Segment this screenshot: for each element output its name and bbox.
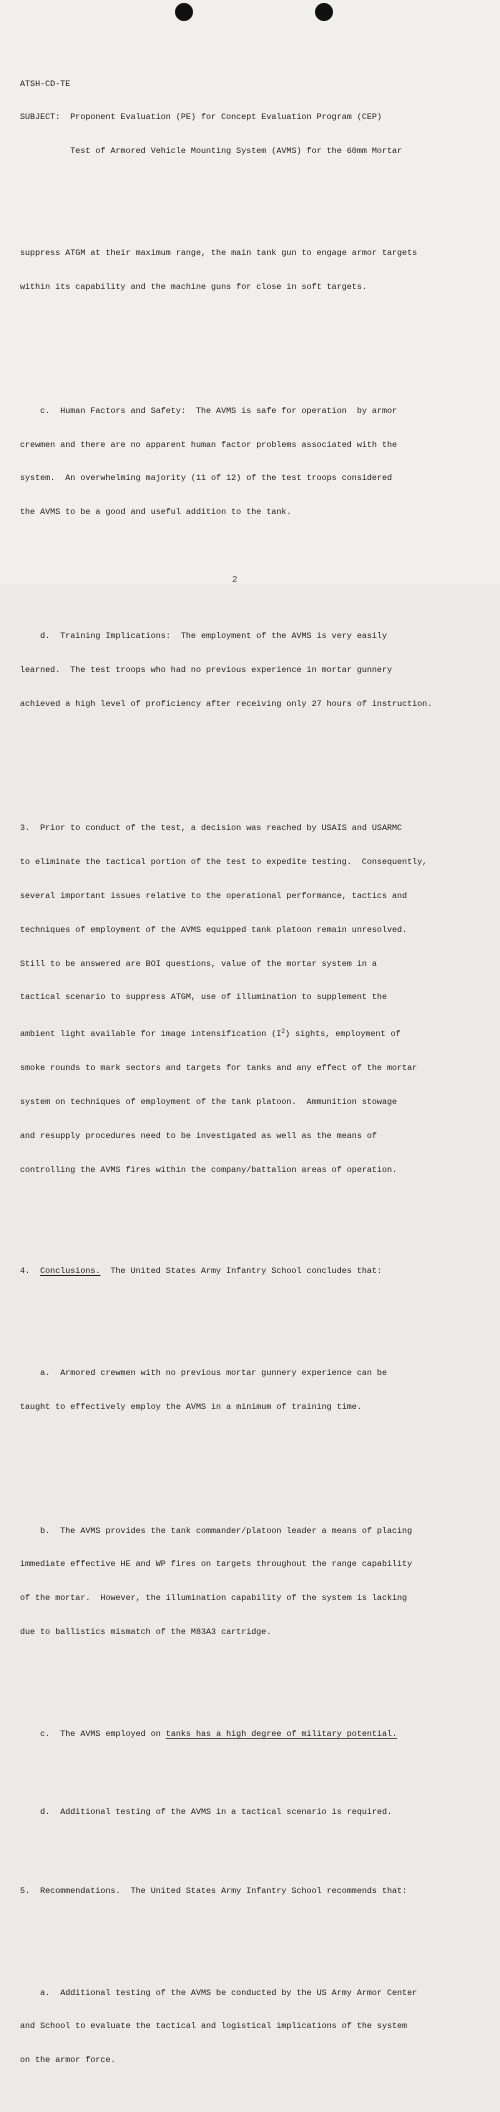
- paragraph-3: 3. Prior to conduct of the test, a decision was reached by USAIS and USARMC to eliminate the tactical portion of the test to expedite testing. Consequently, several important issues relative to the operational performance, tactics and techniques of employment of the AVMS equipped tank platoon remain unresolved. Still to be answered are BOI questions, value of the mortar system in a tactical scenario to suppress ATGM, use of illumination to supplement the ambient light available for image intensification $(I^2)$ sights, employment of smoke rounds to mark sectors and targets for tanks and any effect of the mortar system on techniques of employment of the tank platoon. Ammunition stowage and resupply procedures need to be investigated as well as the means of controlling the AVMS fires within the company/battalion areas of operation.: [20, 823, 428, 1175]
- page-number: 2: [232, 575, 238, 585]
- subject-line-1: SUBJECT: Proponent Evaluation (PE) for Concept Evaluation Program (CEP): [20, 112, 382, 123]
- subject-line-2: Test of Armored Vehicle Mounting System (AVMS) for the 60mm Mortar: [20, 146, 403, 157]
- paragraph-4-heading: 4. Conclusions. The United States Army Infantry School concludes that:: [20, 1266, 382, 1277]
- paragraph-5-heading: 5. Recommendations. The United States Army Infantry School recommends that:: [20, 1886, 408, 1897]
- punch-hole-right: [315, 3, 333, 21]
- conclusions-heading: Conclusions.: [40, 1266, 101, 1277]
- office-symbol: ATSH-CD-TE: [20, 78, 71, 89]
- paragraph-training: d. Training Implications: The employment of the AVMS is very easily learned. The test troops who had no previous experience in mortar gunnery achieved a high level of proficiency after receiving only 27 hours of instruction.: [20, 631, 433, 710]
- paragraph-4a: a. Armored crewmen with no previous mortar gunnery experience can be taught to effectively employ the AVMS in a minimum of training time.: [20, 1367, 387, 1412]
- paragraph-4c: c. The AVMS employed on tanks has a high degree of military potential.: [20, 1728, 398, 1739]
- punch-hole-left: [175, 3, 193, 21]
- paragraph-human-factors: c. Human Factors and Safety: The AVMS is safe for operation by armor crewmen and there are no apparent human factor problems associated with the system. An overwhelming majority (11 of 12) of the test troops considered the AVMS to be a good and useful addition to the tank.: [20, 405, 398, 518]
- paragraph-4b: b. The AVMS provides the tank commander/platoon leader a means of placing immediate effective HE and WP fires on targets throughout the range capability of the mortar. However, the illumination capability of the system is lacking due to ballistics mismatch of the M83A3 cartridge.: [20, 1525, 413, 1638]
- document-body: [20, 56, 485, 2112]
- paragraph-5a: a. Additional testing of the AVMS be conducted by the US Army Armor Center and School to evaluate the tactical and logistical implications of the system on the armor force.: [20, 1987, 418, 2066]
- highlighted-phrase: tanks has a high degree of military potential.: [165, 1728, 398, 1739]
- paragraph-continued: suppress ATGM at their maximum range, the main tank gun to engage armor targets within its capability and the machine guns for close in soft targets.: [20, 247, 418, 292]
- paragraph-4d: d. Additional testing of the AVMS in a tactical scenario is required.: [20, 1807, 393, 1818]
